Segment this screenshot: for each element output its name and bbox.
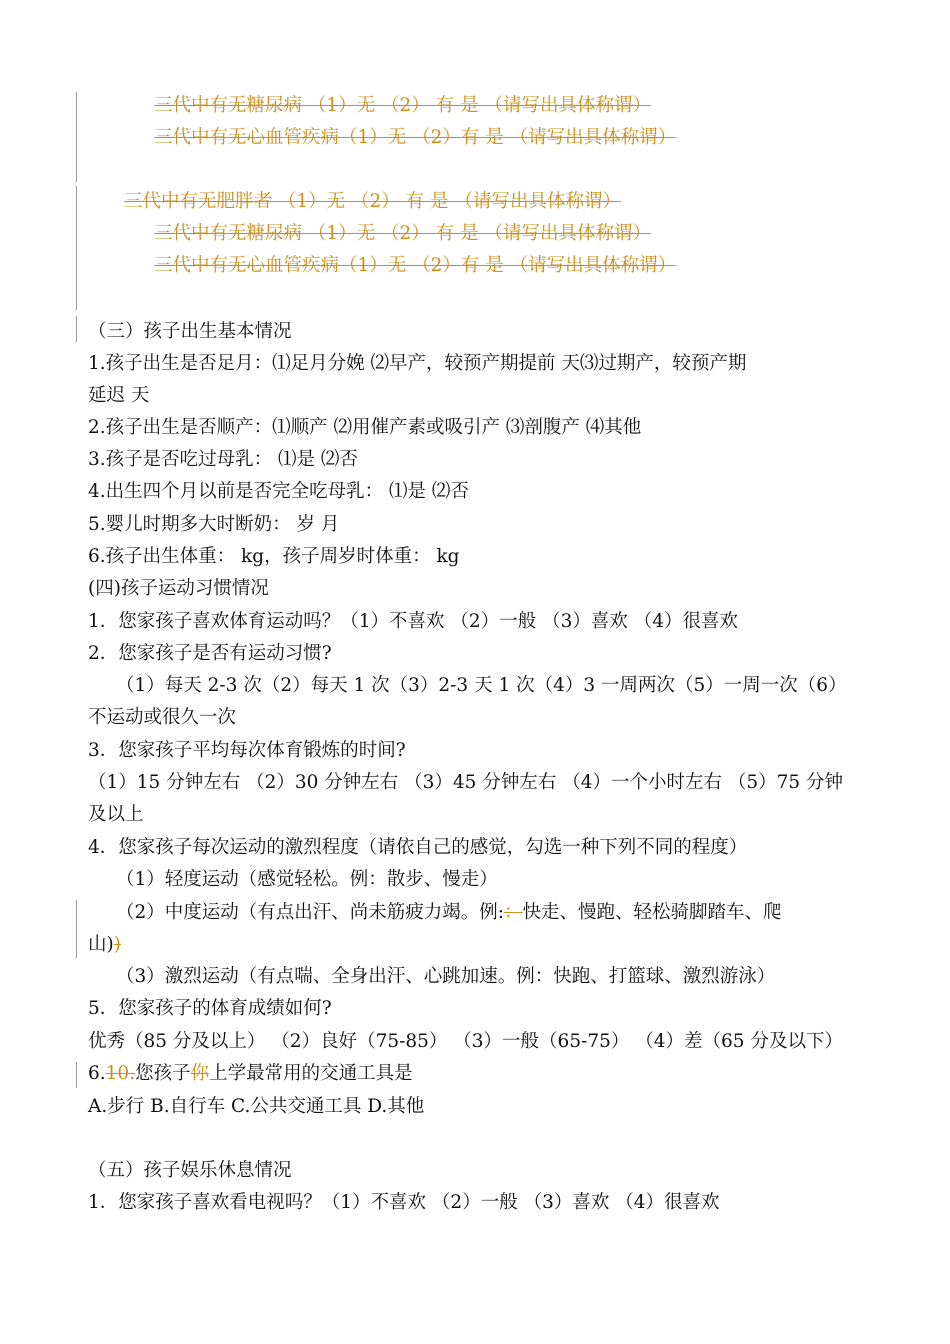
section-heading: （五）孩子娱乐休息情况 xyxy=(88,1160,292,1181)
deleted-mark: 你 xyxy=(190,1063,210,1084)
question-text: 6.孩子出生体重： kg，孩子周岁时体重： kg xyxy=(88,546,460,567)
option-text xyxy=(116,901,782,925)
option-text: A.步行 B.自行车 C.公共交通工具 D.其他 xyxy=(88,1096,425,1117)
option-text: （1）轻度运动（感觉轻松。例：散步、慢走） xyxy=(116,869,498,890)
question-text: 3.孩子是否吃过母乳： ⑴是 ⑵否 xyxy=(88,449,358,470)
question-text-part: 上学最常用的交通工具是 xyxy=(209,1063,413,1084)
question-text: 3．您家孩子平均每次体育锻炼的时间? xyxy=(88,740,406,761)
change-bar xyxy=(76,186,77,310)
change-bar xyxy=(76,316,77,342)
section-heading: (四)孩子运动习惯情况 xyxy=(88,578,269,599)
deleted-line: 三代中有无心血管疾病（1）无 （2）有 是 （请写出具体称谓） xyxy=(154,127,677,148)
question-text: 2.孩子出生是否顺产：⑴顺产 ⑵用催产素或吸引产 ⑶剖腹产 ⑷其他 xyxy=(88,417,642,438)
question-text: 延迟 天 xyxy=(88,385,150,406)
deleted-line: 三代中有无肥胖者 （1）无 （2） 有 是 （请写出具体称谓） xyxy=(124,191,621,212)
deleted-line: 三代中有无糖尿病 （1）无 （2） 有 是 （请写出具体称谓） xyxy=(154,223,651,244)
question-text: 1．您家孩子喜欢体育运动吗？（1）不喜欢 （2）一般 （3）喜欢 （4）很喜欢 xyxy=(88,611,738,632)
question-text: 5．您家孩子的体育成绩如何? xyxy=(88,998,332,1019)
question-text: 1.孩子出生是否足月：⑴足月分娩 ⑵早产，较预产期提前 天⑶过期产，较预产期 xyxy=(88,353,747,374)
question-text: 4.出生四个月以前是否完全吃母乳： ⑴是 ⑵否 xyxy=(88,481,469,502)
deleted-mark: 10. xyxy=(105,1063,136,1084)
option-text: 及以上 xyxy=(88,804,144,825)
option-text: （1）每天 2-3 次（2）每天 1 次（3）2-3 天 1 次（4）3 一周两次（5）一周一次（6） xyxy=(116,675,847,696)
option-text-part: 山) xyxy=(88,934,114,955)
question-text: 5.婴儿时期多大时断奶： 岁 月 xyxy=(88,514,340,535)
change-bar xyxy=(76,900,77,958)
option-text: 优秀（85 分及以上） （2）良好（75-85） （3）一般（65-75） （4）差（65 分及以下） xyxy=(88,1031,843,1052)
question-text: 2．您家孩子是否有运动习惯? xyxy=(88,643,332,664)
option-text xyxy=(88,933,121,957)
option-text: （1）15 分钟左右 （2）30 分钟左右 （3）45 分钟左右 （4）一个小时左右 （5）75 分钟 xyxy=(88,772,844,793)
option-text: 不运动或很久一次 xyxy=(88,707,237,728)
question-text: 1．您家孩子喜欢看电视吗？（1）不喜欢 （2）一般 （3）喜欢 （4）很喜欢 xyxy=(88,1192,720,1213)
question-number: 6. xyxy=(88,1063,106,1084)
option-text-part: 快走、慢跑、轻松骑脚踏车、爬 xyxy=(522,902,782,923)
deleted-line: 三代中有无糖尿病 （1）无 （2） 有 是 （请写出具体称谓） xyxy=(154,95,651,116)
option-text: （3）激烈运动（有点喘、全身出汗、心跳加速。例：快跑、打篮球、激烈游泳） xyxy=(116,966,776,987)
deleted-mark: ： xyxy=(504,902,523,923)
question-text: 4．您家孩子每次运动的激烈程度（请依自己的感觉，勾选一种下列不同的程度） xyxy=(88,837,748,858)
deleted-mark: ) xyxy=(113,934,121,955)
change-bar xyxy=(76,92,77,182)
option-text-part: （2）中度运动（有点出汗、尚未筋疲力竭。例: xyxy=(116,902,505,923)
change-bar xyxy=(76,1062,77,1088)
question-text-part: 您孩子 xyxy=(135,1063,191,1084)
question-text xyxy=(88,1062,413,1086)
deleted-line: 三代中有无心血管疾病（1）无 （2）有 是 （请写出具体称谓） xyxy=(154,255,677,276)
section-heading: （三）孩子出生基本情况 xyxy=(88,321,292,342)
